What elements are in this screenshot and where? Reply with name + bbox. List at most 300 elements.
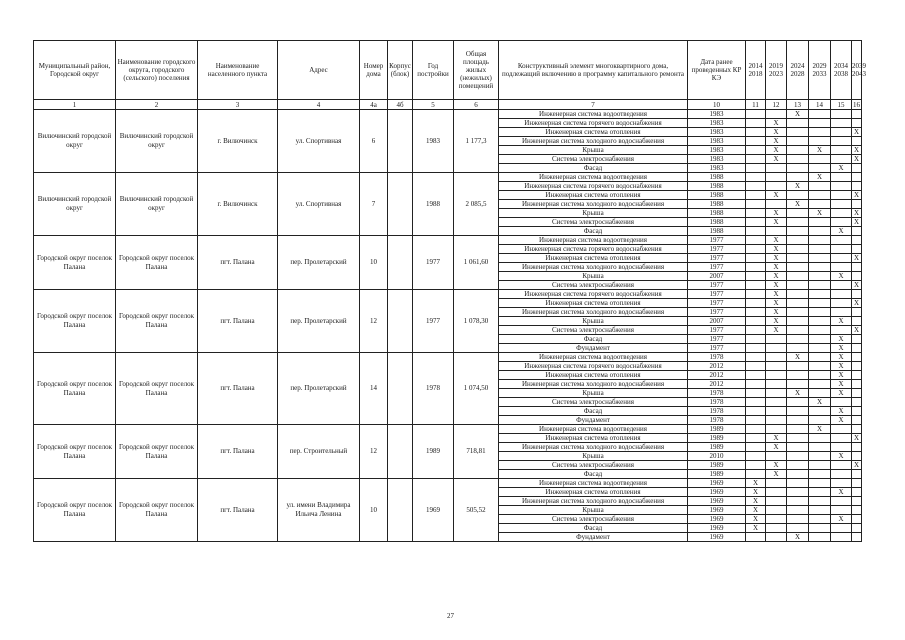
address-cell: пер. Строительный [278,425,360,479]
column-header: Наименование городского округа, городского (сельского) поселения [116,41,198,100]
period-mark-cell [746,434,766,443]
element-cell: Инженерная система горячего водоснабжения [499,362,688,371]
period-mark-cell [809,506,831,515]
block-cell [388,236,413,290]
period-mark-cell [809,236,831,245]
period-mark-cell [746,389,766,398]
period-mark-cell [746,470,766,479]
period-mark-cell: X [831,272,852,281]
period-mark-cell [809,128,831,137]
period-mark-cell [831,191,852,200]
table-row [34,110,862,119]
period-mark-cell [746,371,766,380]
element-cell: Инженерная система отопления [499,128,688,137]
period-mark-cell [787,488,809,497]
repair-date-cell: 2007 [688,317,746,326]
element-cell: Система электроснабжения [499,155,688,164]
period-mark-cell [831,434,852,443]
column-number: 15 [831,100,852,110]
repair-date-cell: 1989 [688,434,746,443]
repair-date-cell: 1983 [688,119,746,128]
period-mark-cell [809,254,831,263]
period-mark-cell [852,407,862,416]
period-mark-cell [831,119,852,128]
block-cell [388,173,413,236]
repair-date-cell: 1977 [688,335,746,344]
element-cell: Инженерная система водоотведения [499,236,688,245]
period-mark-cell: X [831,380,852,389]
period-mark-cell [831,245,852,254]
period-mark-cell [746,218,766,227]
repair-date-cell: 1977 [688,299,746,308]
period-mark-cell [809,119,831,128]
period-mark-cell [809,263,831,272]
period-mark-cell [809,515,831,524]
period-mark-cell [746,326,766,335]
repair-date-cell: 1988 [688,209,746,218]
period-mark-cell: X [852,326,862,335]
period-mark-cell [766,200,787,209]
period-mark-cell [852,371,862,380]
period-mark-cell [787,281,809,290]
locality-cell: пгт. Палана [198,290,278,353]
block-cell [388,479,413,542]
period-mark-cell [852,335,862,344]
column-number: 2 [116,100,198,110]
period-mark-cell [852,416,862,425]
period-mark-cell [766,452,787,461]
period-mark-cell [831,281,852,290]
column-header: Номер дома [360,41,388,100]
period-mark-cell [809,362,831,371]
table-row [34,353,862,362]
period-mark-cell: X [766,317,787,326]
period-mark-cell: X [787,182,809,191]
period-mark-cell: X [852,281,862,290]
period-mark-cell [787,461,809,470]
repair-date-cell: 1983 [688,137,746,146]
period-mark-cell [831,443,852,452]
period-mark-cell [746,173,766,182]
period-mark-cell [746,344,766,353]
period-mark-cell [766,506,787,515]
repair-date-cell: 1988 [688,218,746,227]
period-mark-cell [746,533,766,542]
period-mark-cell [852,344,862,353]
repair-date-cell: 1989 [688,470,746,479]
page-number: 27 [447,612,454,620]
period-mark-cell [746,236,766,245]
period-mark-cell [852,317,862,326]
build-year-cell: 1983 [413,110,454,173]
period-mark-cell: X [831,488,852,497]
period-mark-cell [787,290,809,299]
period-mark-cell [746,200,766,209]
period-mark-cell: X [831,353,852,362]
period-mark-cell [787,308,809,317]
element-cell: Инженерная система отопления [499,191,688,200]
period-mark-cell [852,110,862,119]
period-mark-cell [852,479,862,488]
period-mark-cell [746,191,766,200]
period-mark-cell [809,533,831,542]
period-mark-cell: X [746,479,766,488]
period-mark-cell [831,533,852,542]
period-mark-cell [809,434,831,443]
period-mark-cell [746,155,766,164]
period-mark-cell [746,119,766,128]
period-mark-cell [831,299,852,308]
block-cell [388,110,413,173]
period-mark-cell [787,362,809,371]
period-mark-cell [787,380,809,389]
locality-cell: пгт. Палана [198,236,278,290]
period-mark-cell: X [766,434,787,443]
period-mark-cell: X [766,308,787,317]
address-cell: ул. имени Владимира Ильича Ленина [278,479,360,542]
settlement-cell: Вилючинский городской округ [116,110,198,173]
column-header: 2014 2018 [746,41,766,100]
period-mark-cell [809,380,831,389]
period-mark-cell [766,110,787,119]
period-mark-cell [831,110,852,119]
period-mark-cell [852,470,862,479]
period-mark-cell [787,245,809,254]
district-cell: Городской округ поселок Палана [34,353,116,425]
repair-date-cell: 1969 [688,488,746,497]
column-number: 7 [499,100,688,110]
repair-date-cell: 2010 [688,452,746,461]
column-header: 2019 2023 [766,41,787,100]
period-mark-cell [746,164,766,173]
column-number: 10 [688,100,746,110]
period-mark-cell [852,497,862,506]
district-cell: Вилючинский городской округ [34,110,116,173]
period-mark-cell [809,317,831,326]
period-mark-cell [746,362,766,371]
element-cell: Фасад [499,227,688,236]
build-year-cell: 1978 [413,353,454,425]
settlement-cell: Городской округ поселок Палана [116,290,198,353]
period-mark-cell [787,191,809,200]
element-cell: Крыша [499,452,688,461]
column-number: 12 [766,100,787,110]
element-cell: Инженерная система отопления [499,254,688,263]
repair-date-cell: 1969 [688,515,746,524]
element-cell: Инженерная система водоотведения [499,173,688,182]
repair-date-cell: 1983 [688,146,746,155]
period-mark-cell [746,254,766,263]
period-mark-cell [852,389,862,398]
address-cell: ул. Спортивная [278,110,360,173]
period-mark-cell [746,398,766,407]
column-number: 5 [413,100,454,110]
build-year-cell: 1977 [413,236,454,290]
period-mark-cell [787,155,809,164]
area-cell: 1 078,30 [454,290,499,353]
element-cell: Крыша [499,209,688,218]
period-mark-cell [787,326,809,335]
column-number: 3 [198,100,278,110]
period-mark-cell [809,110,831,119]
area-cell: 1 177,3 [454,110,499,173]
element-cell: Инженерная система холодного водоснабжения [499,137,688,146]
period-mark-cell [746,416,766,425]
period-mark-cell: X [831,362,852,371]
period-mark-cell [852,200,862,209]
column-number: 16 [853,100,860,109]
period-mark-cell [766,479,787,488]
table-row [34,479,862,488]
element-cell: Крыша [499,389,688,398]
table-row [34,173,862,182]
locality-cell: пгт. Палана [198,425,278,479]
repair-date-cell: 2012 [688,380,746,389]
period-mark-cell [746,353,766,362]
element-cell: Инженерная система холодного водоснабжения [499,443,688,452]
house-number-cell: 12 [360,425,388,479]
period-mark-cell [831,182,852,191]
period-mark-cell [787,119,809,128]
element-cell: Крыша [499,506,688,515]
period-mark-cell [809,299,831,308]
period-mark-cell [787,506,809,515]
period-mark-cell: X [787,353,809,362]
repair-date-cell: 1978 [688,398,746,407]
period-mark-cell [766,173,787,182]
period-mark-cell: X [831,389,852,398]
column-header: Дата ранее проведенных КР КЭ [688,41,746,100]
period-mark-cell [831,173,852,182]
area-cell: 718,81 [454,425,499,479]
period-mark-cell: X [766,245,787,254]
period-mark-cell [766,398,787,407]
period-mark-cell [852,398,862,407]
period-mark-cell [746,290,766,299]
block-cell [388,290,413,353]
period-mark-cell [787,146,809,155]
period-mark-cell [766,380,787,389]
period-mark-cell [852,182,862,191]
period-mark-cell [809,272,831,281]
period-mark-cell: X [787,200,809,209]
column-header: Конструктивный элемент многоквартирного дома, подлежащий включению в программу капитального ремонта [499,41,688,100]
period-mark-cell [831,146,852,155]
period-mark-cell [746,308,766,317]
period-mark-cell [787,416,809,425]
period-mark-cell: X [787,533,809,542]
element-cell: Инженерная система отопления [499,488,688,497]
period-mark-cell [831,128,852,137]
period-mark-cell [787,443,809,452]
period-mark-cell [852,308,862,317]
period-mark-cell [746,380,766,389]
period-mark-cell: X [746,497,766,506]
repair-date-cell: 1969 [688,524,746,533]
period-mark-cell [809,452,831,461]
repair-date-cell: 1988 [688,173,746,182]
period-mark-cell: X [766,461,787,470]
period-mark-cell: X [809,425,831,434]
column-header: 2029 2033 [809,41,831,100]
period-mark-cell [787,254,809,263]
settlement-cell: Городской округ поселок Палана [116,425,198,479]
period-mark-cell: X [809,398,831,407]
period-mark-cell [766,533,787,542]
house-number-cell: 14 [360,353,388,425]
house-number-cell: 10 [360,479,388,542]
period-mark-cell [831,155,852,164]
period-mark-cell [787,263,809,272]
column-header: Адрес [278,41,360,100]
table-row [34,290,862,299]
repair-date-cell: 1988 [688,200,746,209]
build-year-cell: 1977 [413,290,454,353]
period-mark-cell: X [766,218,787,227]
period-mark-cell: X [831,416,852,425]
period-mark-cell [809,245,831,254]
period-mark-cell [831,497,852,506]
period-mark-cell [809,191,831,200]
element-cell: Система электроснабжения [499,461,688,470]
period-mark-cell: X [766,209,787,218]
period-mark-cell [746,461,766,470]
block-cell [388,425,413,479]
period-mark-cell: X [809,146,831,155]
period-mark-cell [787,335,809,344]
period-mark-cell [809,308,831,317]
column-header: 2024 2028 [787,41,809,100]
period-mark-cell: X [766,191,787,200]
repair-date-cell: 1978 [688,389,746,398]
period-mark-cell [831,263,852,272]
period-mark-cell [809,137,831,146]
period-mark-cell [746,110,766,119]
period-mark-cell [831,506,852,515]
settlement-cell: Городской округ поселок Палана [116,236,198,290]
element-cell: Инженерная система холодного водоснабжения [499,308,688,317]
period-mark-cell: X [852,254,862,263]
build-year-cell: 1988 [413,173,454,236]
element-cell: Инженерная система водоотведения [499,479,688,488]
period-mark-cell [787,173,809,182]
repair-date-cell: 1969 [688,479,746,488]
period-mark-cell [787,164,809,173]
period-mark-cell: X [766,146,787,155]
period-mark-cell [746,245,766,254]
period-mark-cell [766,362,787,371]
area-cell: 1 074,50 [454,353,499,425]
period-mark-cell: X [831,335,852,344]
period-mark-cell [852,362,862,371]
column-number: 14 [809,100,831,110]
period-mark-cell [766,389,787,398]
element-cell: Крыша [499,272,688,281]
element-cell: Инженерная система холодного водоснабжения [499,263,688,272]
document-sheet [33,40,866,542]
period-mark-cell [746,281,766,290]
repair-date-cell: 1983 [688,155,746,164]
period-mark-cell [787,344,809,353]
period-mark-cell [746,146,766,155]
period-mark-cell [831,290,852,299]
period-mark-cell [831,254,852,263]
period-mark-cell [809,389,831,398]
period-mark-cell [852,425,862,434]
repair-date-cell: 1977 [688,245,746,254]
table-header-row [34,41,862,100]
period-mark-cell [809,461,831,470]
column-number: 1 [34,100,116,110]
period-mark-cell [766,182,787,191]
table-row [34,425,862,434]
column-header: 2034 2038 [831,41,852,100]
column-number: 4 [278,100,360,110]
period-mark-cell: X [831,371,852,380]
period-mark-cell: X [831,227,852,236]
element-cell: Инженерная система отопления [499,299,688,308]
repair-date-cell: 1977 [688,308,746,317]
element-cell: Фасад [499,335,688,344]
column-number: 4а [360,100,388,110]
period-mark-cell [766,524,787,533]
period-mark-cell [831,236,852,245]
house-number-cell: 7 [360,173,388,236]
area-cell: 505,52 [454,479,499,542]
locality-cell: г. Вилючинск [198,110,278,173]
element-cell: Инженерная система холодного водоснабжения [499,497,688,506]
period-mark-cell [852,380,862,389]
element-cell: Инженерная система отопления [499,434,688,443]
area-cell: 1 061,60 [454,236,499,290]
period-mark-cell [746,317,766,326]
period-mark-cell [766,371,787,380]
period-mark-cell: X [852,191,862,200]
period-mark-cell [787,479,809,488]
repair-date-cell: 2007 [688,272,746,281]
period-mark-cell [746,443,766,452]
period-mark-cell [766,335,787,344]
period-mark-cell [787,452,809,461]
period-mark-cell [787,434,809,443]
column-header: 2039 2043 [852,41,862,100]
period-mark-cell [787,272,809,281]
area-cell: 2 085,5 [454,173,499,236]
period-mark-cell: X [766,137,787,146]
repair-date-cell: 1969 [688,533,746,542]
repair-date-cell: 1978 [688,407,746,416]
element-cell: Фасад [499,524,688,533]
period-mark-cell [766,515,787,524]
locality-cell: г. Вилючинск [198,173,278,236]
element-cell: Инженерная система горячего водоснабжения [499,245,688,254]
period-mark-cell: X [746,515,766,524]
period-mark-cell [852,164,862,173]
repair-date-cell: 1969 [688,497,746,506]
period-mark-cell [766,407,787,416]
element-cell: Фасад [499,407,688,416]
period-mark-cell: X [809,209,831,218]
settlement-cell: Городской округ поселок Палана [116,353,198,425]
block-cell [388,353,413,425]
repair-date-cell: 1989 [688,425,746,434]
period-mark-cell [852,245,862,254]
period-mark-cell [746,299,766,308]
table-row [34,236,862,245]
period-mark-cell [746,209,766,218]
period-mark-cell [831,470,852,479]
period-mark-cell [746,452,766,461]
